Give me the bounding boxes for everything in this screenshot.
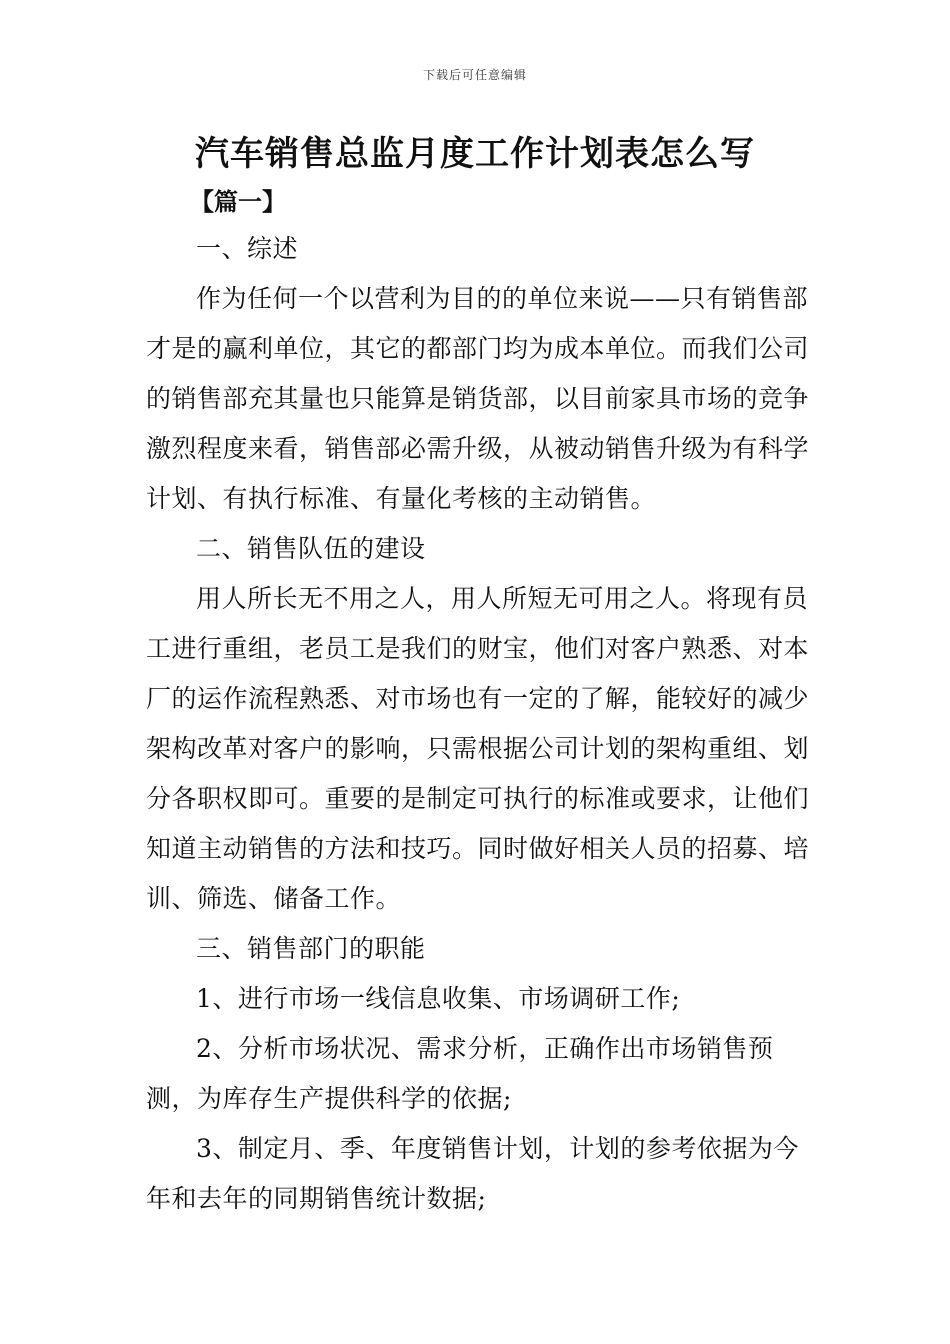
paragraph-1: 作为任何一个以营利为目的的单位来说——只有销售部才是的赢利单位，其它的都部门均为成本单位。而我们公司的销售部充其量也只能算是销货部，以目前家具市场的竞争激烈程度来看，销售部必需升级，从被动销售升级为有科学计划、有执行标准、有量化考核的主动销售。: [146, 284, 810, 513]
list-item-2: 2、分析市场状况、需求分析，正确作出市场销售预测，为库存生产提供科学的依据;: [146, 1034, 774, 1113]
document-body: [146, 224, 816, 1224]
list-item-1: 1、进行市场一线信息收集、市场调研工作;: [196, 984, 681, 1013]
section-heading-3: 三、销售部门的职能: [196, 934, 426, 963]
page-title: 汽车销售总监月度工作计划表怎么写: [195, 134, 755, 174]
section-heading-1: 一、综述: [196, 234, 299, 263]
section-heading-2: 二、销售队伍的建设: [196, 534, 426, 563]
paragraph-2: 用人所长无不用之人，用人所短无可用之人。将现有员工进行重组，老员工是我们的财宝，他们对客户熟悉、对本厂的运作流程熟悉、对市场也有一定的了解，能较好的减少架构改革对客户的影响，只需根据公司计划的架构重组、划分各职权即可。重要的是制定可执行的标准或要求，让他们知道主动销售的方法和技巧。同时做好相关人员的招募、培训、筛选、储备工作。: [146, 584, 810, 913]
list-item-3: 3、制定月、季、年度销售计划，计划的参考依据为今年和去年的同期销售统计数据;: [146, 1134, 799, 1213]
section-tag: 【篇一】: [190, 187, 286, 216]
header-note: 下载后可任意编辑: [422, 68, 527, 82]
